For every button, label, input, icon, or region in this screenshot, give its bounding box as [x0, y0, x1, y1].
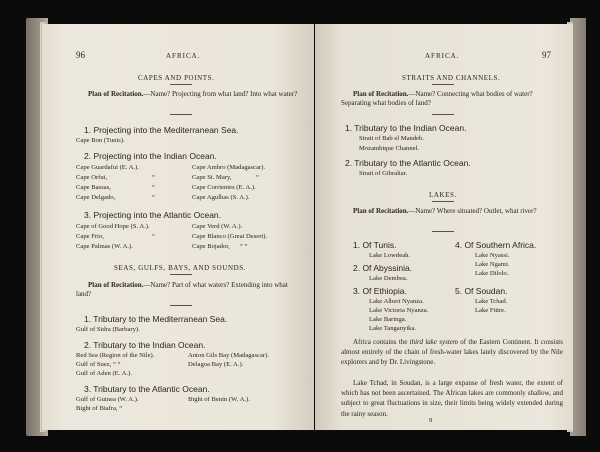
list-item: Cape Verd (W. A.). [192, 223, 243, 230]
list-item: Lake Dilolo. [475, 270, 509, 277]
subsection-title: 2. Projecting into the Indian Ocean. [84, 151, 217, 161]
plan-of-recitation: Plan of Recitation.—Name? Where situated? Outlet, what river? [353, 207, 537, 215]
divider [432, 201, 454, 202]
subsection-title: 2. Tributary to the Atlantic Ocean. [345, 158, 471, 168]
divider [170, 84, 192, 85]
subsection-title: 1. Tributary to the Mediterranean Sea. [84, 314, 228, 324]
list-item: Cape Bon (Tunis). [76, 137, 125, 144]
section-heading-lakes: LAKES. [429, 191, 457, 199]
list-item: Cape Orfui, [76, 174, 108, 181]
list-item: Lake Ngami. [475, 261, 510, 268]
paragraph: Africa contains the third lake system of the Eastern Continent. It consists almost entirely of the chain of fresh-water lakes lately discovered by the Nile explorers and by Dr. Livingstone. [341, 338, 563, 367]
divider [432, 84, 454, 85]
ditto-mark: “ [152, 184, 155, 191]
subsection-title: 1. Of Tunis. [353, 240, 397, 250]
ditto-mark: “ “ [240, 243, 248, 250]
divider [170, 305, 192, 306]
section-heading-straits: STRAITS AND CHANNELS. [402, 74, 501, 82]
subsection-title: 2. Tributary to the Indian Ocean. [84, 340, 206, 350]
list-item: Bight of Biafra, “ [76, 405, 123, 412]
list-item: Cape Ambro (Madagascar). [192, 164, 266, 171]
running-head: AFRICA. [425, 52, 460, 60]
plan-of-recitation: Plan of Recitation.—Name? Projecting from what land? Into what water? [88, 90, 298, 98]
subsection-title: 3. Tributary to the Atlantic Ocean. [84, 384, 210, 394]
list-item: Cape St. Mary, [192, 174, 232, 181]
list-item: Lake Victoria Nyanza. [369, 307, 429, 314]
ditto-mark: “ [256, 174, 259, 181]
subsection-title: 3. Of Ethiopia. [353, 286, 407, 296]
list-item: Cape Palmas (W. A.). [76, 243, 133, 250]
list-item: Gulf of Aden (E. A.). [76, 370, 132, 377]
page-number: 96 [76, 50, 85, 60]
list-item: Cape Guardafui (E. A.). [76, 164, 139, 171]
list-item: Lake Lowdeah. [369, 252, 411, 259]
list-item: Red Sea (Region of the Nile). [76, 352, 155, 359]
subsection-title: 4. Of Southern Africa. [455, 240, 537, 250]
list-item: Lake Tanganyika. [369, 325, 417, 332]
signature-mark: 9 [429, 417, 433, 424]
divider [170, 114, 192, 115]
list-item: Cape Bojador, [192, 243, 230, 250]
list-item: Cape Corrientes (E. A.). [192, 184, 256, 191]
list-item: Cape Blanco (Great Desert). [192, 233, 268, 240]
ditto-mark: “ [152, 233, 155, 240]
list-item: Lake Baringa. [369, 316, 407, 323]
list-item: Bight of Benin (W. A.). [188, 396, 250, 403]
divider [432, 114, 454, 115]
section-heading-capes: CAPES AND POINTS. [138, 74, 215, 82]
list-item: Lake Albert Nyanza. [369, 298, 424, 305]
page-number: 97 [542, 50, 551, 60]
list-item: Strait of Bab el Mandeb. [359, 135, 425, 142]
left-page [42, 24, 314, 430]
open-book [26, 18, 586, 436]
divider [432, 231, 454, 232]
subsection-title: 1. Projecting into the Mediterranean Sea. [84, 125, 239, 135]
subsection-title: 3. Projecting into the Atlantic Ocean. [84, 210, 222, 220]
list-item: Gulf of Guinea (W. A.). [76, 396, 139, 403]
running-head: AFRICA. [166, 52, 201, 60]
subsection-title: 2. Of Abyssinia. [353, 263, 413, 273]
divider [170, 274, 192, 275]
paragraph: Lake Tchad, in Soudan, is a large expanse of fresh water, the extent of which has not been ascertained. The African lakes are commonly shallow, and subject to great fluctuations in size, their limits being widely extended during the rainy season. [341, 379, 563, 418]
subsection-title: 5. Of Soudan. [455, 286, 508, 296]
ditto-mark: “ [152, 174, 155, 181]
list-item: Cape of Good Hope (S. A.). [76, 223, 150, 230]
plan-of-recitation: Plan of Recitation.—Name? Part of what waters? Extending into what land? [76, 281, 288, 298]
list-item: Anton Gils Bay (Madagascar). [188, 352, 269, 359]
list-item: Mozambique Channel. [359, 145, 420, 152]
right-page [315, 24, 573, 430]
list-item: Cape Bassas, [76, 184, 111, 191]
ditto-mark: “ [152, 194, 155, 201]
list-item: Lake Nyassi. [475, 252, 510, 259]
list-item: Lake Tchad. [475, 298, 508, 305]
section-heading-seas: SEAS, GULFS, BAYS, AND SOUNDS. [114, 264, 247, 272]
list-item: Gulf of Sidra (Barbary). [76, 326, 140, 333]
list-item: Cape Delgado, [76, 194, 116, 201]
plan-of-recitation: Plan of Recitation.—Name? Connecting what bodies of water? Separating what bodies of land? [341, 90, 533, 107]
subsection-title: 1. Tributary to the Indian Ocean. [345, 123, 467, 133]
list-item: Lake Fittre. [475, 307, 506, 314]
list-item: Cape Frio, [76, 233, 104, 240]
list-item: Lake Dembea. [369, 275, 408, 282]
list-item: Gulf of Suez, “ “ [76, 361, 121, 368]
list-item: Delagoa Bay (E. A.). [188, 361, 244, 368]
list-item: Strait of Gibraltar. [359, 170, 408, 177]
list-item: Cape Agulhas (S. A.). [192, 194, 250, 201]
